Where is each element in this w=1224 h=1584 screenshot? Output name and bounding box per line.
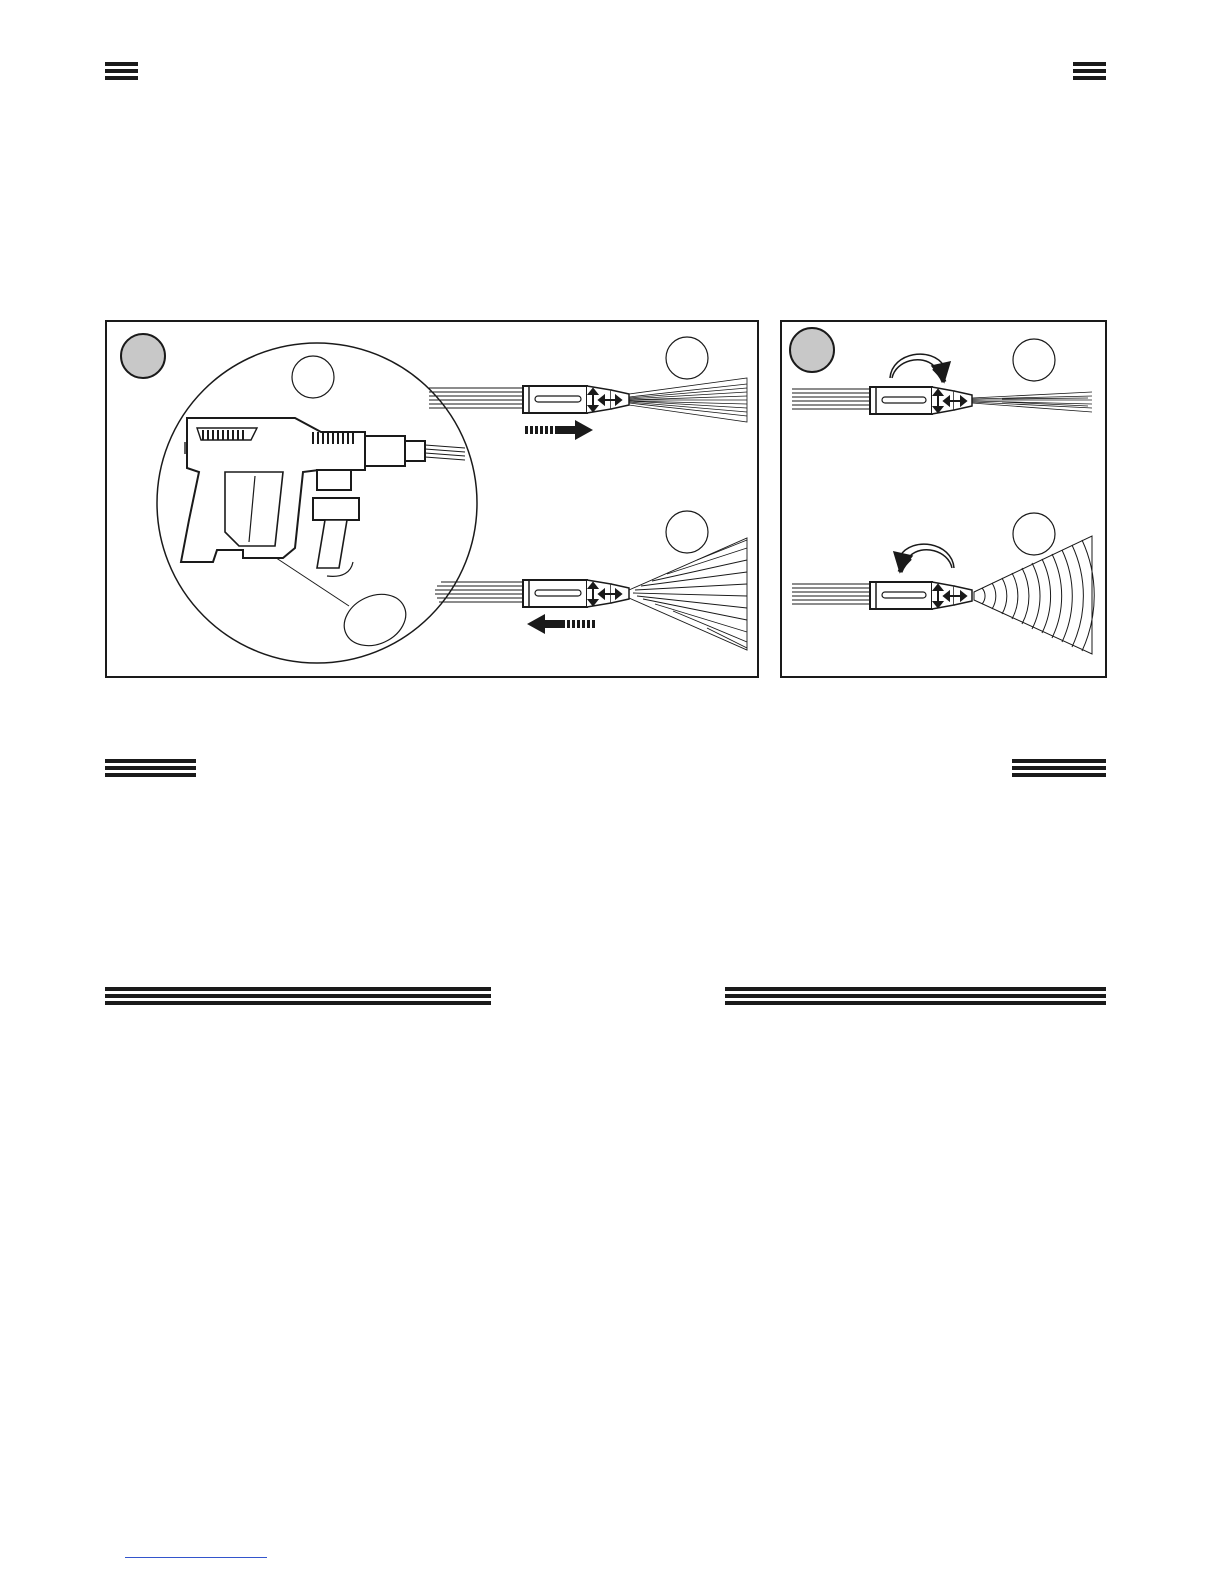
section-divider-left <box>105 987 491 1005</box>
rotate-counterclockwise-icon <box>894 544 954 572</box>
callout-circle <box>292 356 334 398</box>
arrow-right-icon <box>525 420 593 440</box>
figure-right-illustration <box>782 322 1109 680</box>
narrow-spray-icon <box>629 378 747 422</box>
figure-badge <box>790 328 834 372</box>
figure-badge <box>121 334 165 378</box>
section-marker-mid-right <box>1012 759 1106 777</box>
wide-spray-icon <box>629 538 747 650</box>
section-marker-top-right <box>1073 62 1106 80</box>
callout-circle <box>1013 513 1055 555</box>
figure-left-illustration <box>107 322 761 680</box>
section-marker-mid-left <box>105 759 196 777</box>
section-divider-right <box>725 987 1106 1005</box>
footer-link-underline[interactable] <box>125 1557 267 1558</box>
figure-panel-right <box>780 320 1107 678</box>
rotate-clockwise-icon <box>890 354 950 382</box>
section-marker-top-left <box>105 62 138 80</box>
callout-circle <box>666 337 708 379</box>
callout-circle <box>666 511 708 553</box>
jet-spray-icon <box>972 392 1092 412</box>
arrow-left-icon <box>527 614 595 634</box>
figure-panel-left <box>105 320 759 678</box>
callout-circle <box>1013 339 1055 381</box>
